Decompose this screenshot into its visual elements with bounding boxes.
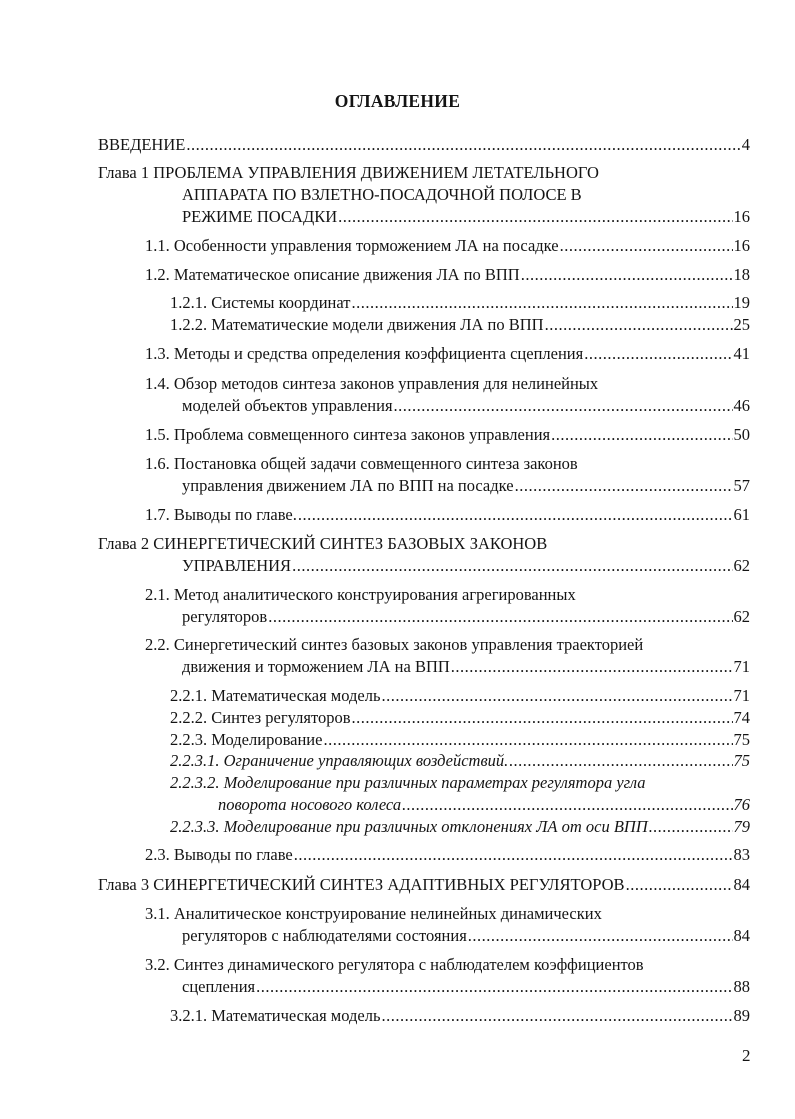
dot-leader — [298, 505, 733, 525]
dot-leader — [649, 817, 733, 837]
toc-page-number: 16 — [733, 207, 750, 226]
toc-chapter-1-line-3[interactable] — [182, 207, 750, 227]
toc-chapter-2-line-2[interactable] — [182, 556, 750, 576]
toc-page-number: 83 — [733, 845, 750, 864]
toc-subsection-2-2-3[interactable] — [170, 730, 750, 750]
toc-page-number: 46 — [733, 396, 750, 415]
toc-page-number: 79 — [733, 817, 750, 836]
toc-subsection-2-2-1[interactable] — [170, 686, 750, 706]
dot-leader — [381, 686, 732, 706]
toc-subsection-2-2-3-2-line-2[interactable] — [218, 795, 750, 815]
toc-subsection-2-2-3-3[interactable] — [170, 817, 750, 837]
toc-page-number: 25 — [733, 315, 750, 334]
toc-entry-title: 2.2.2. Синтез регуляторов — [170, 708, 351, 727]
dot-leader — [268, 607, 732, 627]
toc-entry-title: 2.2.3. Моделирование — [170, 730, 323, 749]
toc-section-3-1-line-2[interactable] — [182, 926, 750, 946]
toc-page-number: 71 — [733, 657, 750, 676]
toc-section-3-2-line-1[interactable]: 3.2. Синтез динамического регулятора с наблюдателем коэффициентов — [145, 955, 644, 974]
toc-entry-title: 1.2.2. Математические модели движения ЛА по ВПП — [170, 315, 544, 334]
toc-subsection-1-2-2[interactable] — [170, 315, 750, 335]
toc-section-1-2[interactable] — [145, 265, 750, 285]
toc-entry-title: управления движением ЛА по ВПП на посадке — [182, 476, 514, 495]
toc-chapter-1-line-1[interactable]: Глава 1 ПРОБЛЕМА УПРАВЛЕНИЯ ДВИЖЕНИЕМ ЛЕТАТЕЛЬНОГО — [98, 163, 599, 182]
toc-entry-title: 1.7. Выводы по главе. — [145, 505, 297, 524]
dot-leader — [256, 977, 732, 997]
toc-page-number: 76 — [733, 795, 750, 814]
toc-entry-title: 1.3. Методы и средства определения коэффициента сцепления — [145, 344, 584, 363]
toc-entry-title: 1.2. Математическое описание движения ЛА по ВПП — [145, 265, 520, 284]
dot-leader — [545, 315, 733, 335]
toc-section-1-7[interactable] — [145, 505, 750, 525]
toc-section-3-1-line-1[interactable]: 3.1. Аналитическое конструирование нелинейных динамических — [145, 904, 602, 923]
toc-page-number: 62 — [733, 607, 750, 626]
toc-entry-title: 2.2.3.1. Ограничение управляющих воздействий. — [170, 751, 509, 770]
toc-subsection-2-2-3-2-line-1[interactable]: 2.2.3.2. Моделирование при различных параметрах регулятора угла — [170, 773, 646, 792]
toc-chapter-1-line-2[interactable]: АППАРАТА ПО ВЗЛЕТНО-ПОСАДОЧНОЙ ПОЛОСЕ В — [182, 185, 582, 204]
toc-entry-title: Глава 3 СИНЕРГЕТИЧЕСКИЙ СИНТЕЗ АДАПТИВНЫХ РЕГУЛЯТОРОВ — [98, 875, 625, 894]
toc-entry-title: 2.3. Выводы по главе — [145, 845, 293, 864]
dot-leader — [451, 657, 733, 677]
page-title: ОГЛАВЛЕНИЕ — [334, 91, 461, 111]
dot-leader — [515, 476, 733, 496]
toc-entry-title: 2.2.1. Математическая модель — [170, 686, 381, 705]
toc-page-number: 62 — [733, 556, 750, 575]
dot-leader — [394, 396, 733, 416]
toc-page-number: 16 — [733, 236, 750, 255]
dot-leader — [351, 293, 732, 313]
dot-leader — [381, 1006, 732, 1026]
toc-entry-title: регуляторов с наблюдателями состояния — [182, 926, 467, 945]
toc-entry-title: регуляторов — [182, 607, 268, 626]
toc-subsection-1-2-1[interactable] — [170, 293, 750, 313]
toc-page-number: 4 — [741, 135, 750, 154]
toc-section-2-2-line-2[interactable] — [182, 657, 750, 677]
toc-section-1-1[interactable] — [145, 236, 750, 256]
toc-entry-title: 2.2.3.3. Моделирование при различных отклонениях ЛА от оси ВПП — [170, 817, 648, 836]
toc-entry-title: 1.5. Проблема совмещенного синтеза законов управления — [145, 425, 551, 444]
toc-subsection-2-2-2[interactable] — [170, 708, 750, 728]
toc-page-number: 84 — [733, 875, 750, 894]
toc-section-1-6-line-1[interactable]: 1.6. Постановка общей задачи совмещенного синтеза законов — [145, 454, 578, 473]
toc-page-number: 88 — [733, 977, 750, 996]
toc-entry-title: поворота носового колеса — [218, 795, 402, 814]
toc-page-number: 84 — [733, 926, 750, 945]
toc-chapter-3[interactable] — [98, 875, 750, 895]
toc-section-2-3[interactable] — [145, 845, 750, 865]
dot-leader — [338, 207, 732, 227]
toc-subsection-3-2-1[interactable] — [170, 1006, 750, 1026]
toc-entry-title: движения и торможением ЛА на ВПП — [182, 657, 450, 676]
toc-entry-introduction[interactable] — [98, 135, 750, 155]
dot-leader — [551, 425, 732, 445]
toc-page-number: 50 — [733, 425, 750, 444]
dot-leader — [352, 708, 733, 728]
toc-section-1-4-line-1[interactable]: 1.4. Обзор методов синтеза законов управления для нелинейных — [145, 374, 599, 393]
toc-section-1-5[interactable] — [145, 425, 750, 445]
page-number: 2 — [742, 1046, 751, 1065]
toc-entry-title: 3.2.1. Математическая модель — [170, 1006, 381, 1025]
dot-leader — [186, 135, 740, 155]
toc-section-2-2-line-1[interactable]: 2.2. Синергетический синтез базовых законов управления траекторией — [145, 635, 644, 654]
dot-leader — [509, 751, 732, 771]
toc-section-1-4-line-2[interactable] — [182, 396, 750, 416]
toc-page-number: 61 — [733, 505, 750, 524]
toc-section-1-6-line-2[interactable] — [182, 476, 750, 496]
toc-section-1-3[interactable] — [145, 344, 750, 364]
toc-entry-title: 1.2.1. Системы координат — [170, 293, 351, 312]
toc-page-number: 75 — [733, 730, 750, 749]
toc-entry-title: сцепления — [182, 977, 256, 996]
dot-leader — [626, 875, 733, 895]
dot-leader — [292, 556, 732, 576]
toc-section-2-1-line-1[interactable]: 2.1. Метод аналитического конструирования агрегированных — [145, 585, 576, 604]
dot-leader — [323, 730, 732, 750]
dot-leader — [468, 926, 733, 946]
toc-entry-title: ВВЕДЕНИЕ — [98, 135, 186, 154]
toc-page-number: 18 — [733, 265, 750, 284]
toc-entry-title: 1.1. Особенности управления торможением ЛА на посадке — [145, 236, 559, 255]
toc-page-number: 19 — [733, 293, 750, 312]
toc-page-number: 71 — [733, 686, 750, 705]
toc-entry-title: моделей объектов управления — [182, 396, 393, 415]
dot-leader — [521, 265, 733, 285]
toc-entry-title: УПРАВЛЕНИЯ — [182, 556, 292, 575]
toc-page-number: 75 — [733, 751, 750, 770]
toc-section-3-2-line-2[interactable] — [182, 977, 750, 997]
toc-page-number: 89 — [733, 1006, 750, 1025]
dot-leader — [294, 845, 733, 865]
toc-page-number: 57 — [733, 476, 750, 495]
dot-leader — [402, 795, 732, 815]
toc-page-number: 74 — [733, 708, 750, 727]
toc-section-2-1-line-2[interactable] — [182, 607, 750, 627]
toc-subsection-2-2-3-1[interactable] — [170, 751, 750, 771]
toc-page-number: 41 — [733, 344, 750, 363]
toc-entry-title: РЕЖИМЕ ПОСАДКИ — [182, 207, 338, 226]
dot-leader — [560, 236, 733, 256]
dot-leader — [584, 344, 732, 364]
toc-chapter-2-line-1[interactable]: Глава 2 СИНЕРГЕТИЧЕСКИЙ СИНТЕЗ БАЗОВЫХ ЗАКОНОВ — [98, 534, 548, 553]
